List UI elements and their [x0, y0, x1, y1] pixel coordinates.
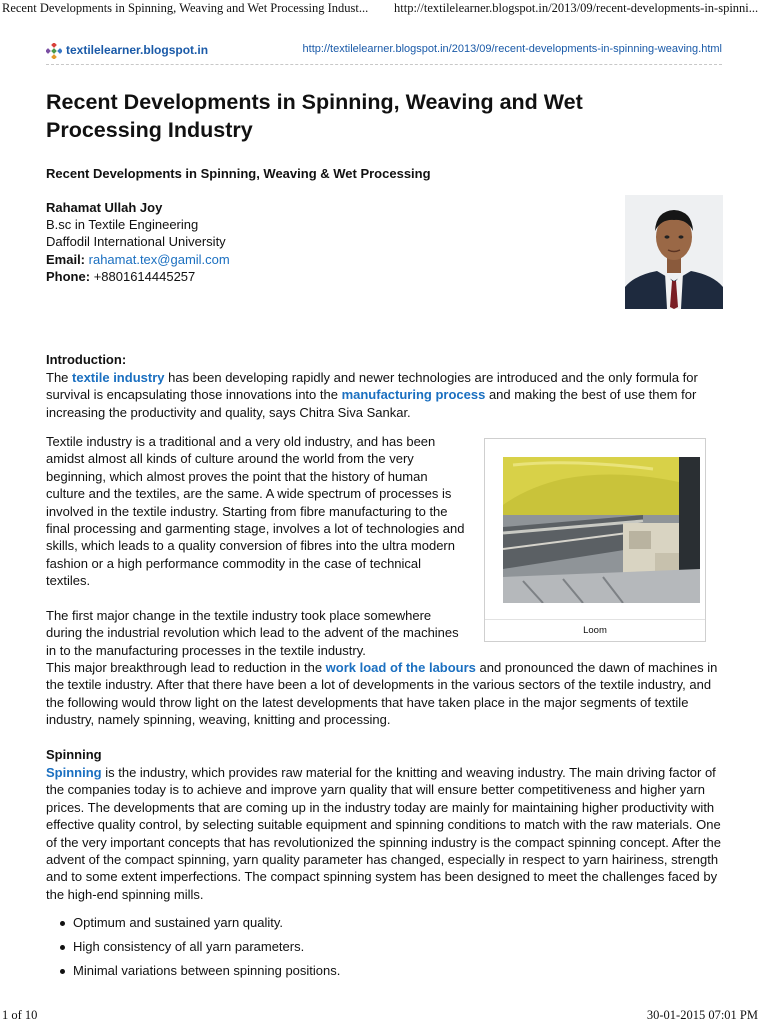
print-header-title: Recent Developments in Spinning, Weaving and Wet Processing Indust... [2, 1, 369, 15]
author-university: Daffodil International University [46, 234, 226, 250]
page-number: 1 of 10 [2, 1008, 38, 1022]
print-header-url: http://textilelearner.blogspot.in/2013/09/recent-developments-in-spinni... [394, 1, 759, 15]
author-name: Rahamat Ullah Joy [46, 200, 163, 215]
intro-paragraph-3: The first major change in the textile industry took place somewhere during the industrial revolution which lead to the advent of the machines in to the manufacturing processes in the textile industry. [46, 608, 459, 658]
figure-caption: Loom [583, 625, 607, 636]
spinning-benefits-list [46, 914, 340, 986]
author-phone-row [46, 268, 230, 285]
intro-paragraph-1 [46, 369, 722, 421]
site-logo-icon [46, 43, 62, 59]
intro-text: and making the best of use them for increasing the productivity and quality, says Chitra Siva Sankar. [46, 387, 697, 420]
email-label: Email: [46, 251, 86, 267]
print-footer [0, 1006, 768, 1024]
loom-machine-icon [503, 457, 700, 603]
spinning-heading: Spinning [46, 747, 102, 762]
phone-value: +8801614445257 [93, 268, 196, 284]
intro-text: This major breakthrough lead to reduction in the [46, 660, 326, 675]
spinning-link[interactable]: Spinning [46, 765, 102, 780]
intro-paragraph-2: Textile industry is a traditional and a very old industry, and has been amidst almost all kinds of culture around the world from the very beginning, which almost proves the point that the history of human culture and the textiles, are the same. A wide spectrum of processes is involved in the textile industry. Starting from fibre manufacturing to the final processing and garmenting stage, involves a lot of technologies and skills, which leads to a quality conversion of fibres into the ultra modern fashion or a high performance commodity in the case of technical textiles. [46, 434, 465, 589]
author-degree: B.sc in Textile Engineering [46, 217, 199, 233]
phone-label: Phone: [46, 268, 91, 284]
page-title: Recent Developments in Spinning, Weaving and Wet Processing Industry [46, 90, 583, 142]
author-portrait-icon [625, 195, 723, 309]
loom-image [503, 457, 700, 603]
site-bar [46, 40, 722, 65]
site-url-link[interactable]: http://textilelearner.blogspot.in/2013/09/recent-developments-in-spinning-weaving.html [302, 43, 722, 55]
print-header [0, 0, 768, 18]
intro-text: The [46, 370, 73, 385]
author-photo [625, 195, 723, 309]
print-datetime: 30-01-2015 07:01 PM [646, 1008, 758, 1022]
intro-heading: Introduction: [46, 352, 127, 367]
loom-figure [484, 438, 706, 642]
figure-divider [485, 619, 705, 620]
site-name-link[interactable]: textilelearner.blogspot.in [66, 43, 209, 57]
work-load-link[interactable]: work load of the labours [325, 660, 476, 675]
author-email-row [46, 251, 230, 268]
article-subtitle: Recent Developments in Spinning, Weaving & Wet Processing [46, 166, 431, 181]
manufacturing-process-link[interactable]: manufacturing process [341, 387, 486, 403]
intro-text: and pronounced the dawn of machines in the textile industry. After that there have been a lot of developments in the various sectors of the textile industry, and the following would throw light on the latest developments that have taken place in the major segments of textile industry, namely spinning, weaving, knitting and processing. [46, 660, 718, 728]
email-link[interactable]: rahamat.tex@gamil.com [88, 251, 230, 267]
spinning-text: is the industry, which provides raw material for the knitting and weaving industry. The main driving factor of the companies today is to achieve and improve yarn quality that will ensure better competitiveness and higher yarn prices. The developments that are coming up in the industry today are mainly for maintaining higher productivity with effective quality control, by selecting suitable equipment and spinning conditions to match with the raw materials. One of the very important concepts that has revolutionized the spinning industry is the compact spinning concept. After the advent of the compact spinning, yarn quality parameter has changed, especially in respect to yarn hairiness, strength and to some extent imperfections. The compact spinning system has been designed to meet the challenges faced by the high-end spinning mills. [46, 765, 721, 902]
intro-paragraph-4 [46, 659, 722, 729]
spinning-paragraph [46, 764, 722, 903]
list-item: Optimum and sustained yarn quality. [46, 914, 340, 938]
intro-text: has been developing rapidly and newer technologies are introduced and the only formula for survival is encapsulating those innovations into the [46, 370, 698, 403]
list-item: Minimal variations between spinning positions. [46, 962, 340, 986]
author-block [46, 199, 230, 285]
list-item: High consistency of all yarn parameters. [46, 938, 340, 962]
textile-industry-link[interactable]: textile industry [72, 370, 165, 385]
